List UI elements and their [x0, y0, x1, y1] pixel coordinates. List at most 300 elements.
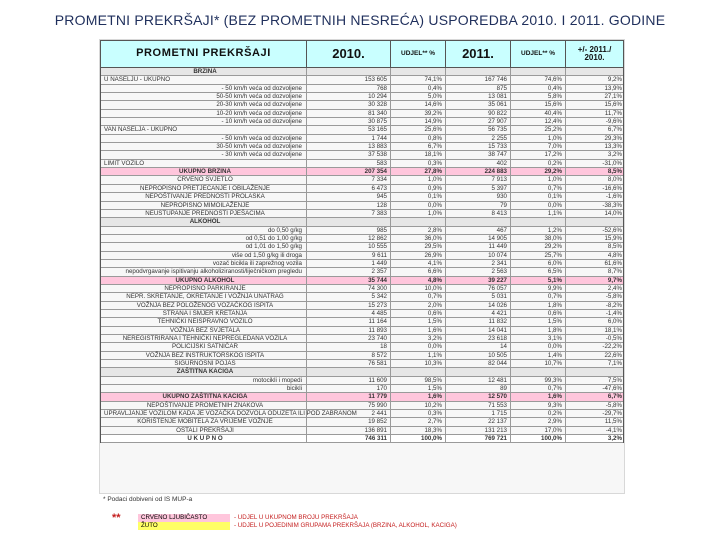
- value-2011: 39 227: [446, 277, 511, 284]
- share-2010: 10,0%: [391, 285, 446, 292]
- change-value: 27,1%: [604, 93, 622, 101]
- value-2011: 11 449: [446, 243, 511, 250]
- value-2010: 4 485: [307, 310, 391, 317]
- share-2010: 18,3%: [391, 427, 446, 434]
- share-2010: 0,3%: [391, 410, 446, 417]
- share-2011: 1,2%: [511, 227, 566, 234]
- row-label: 20-30 km/h veća od dozvoljene: [101, 101, 307, 108]
- row-label: - 50 km/h veća od dozvoljene: [101, 135, 307, 142]
- row-label: LIMIT VOZILO: [101, 160, 307, 167]
- value-2010: 11 893: [307, 327, 391, 334]
- change-value: -5,8%: [605, 293, 622, 301]
- value-2010: 945: [307, 193, 391, 200]
- table-row: [101, 143, 623, 151]
- share-2011: 0,7%: [511, 293, 566, 300]
- value-2011: 56 735: [446, 126, 511, 133]
- share-2011: 12,4%: [511, 118, 566, 125]
- change-value: 29,3%: [604, 134, 622, 142]
- row-label: UKUPNO ZAŠTITNA KACIGA: [101, 393, 307, 400]
- table-row: [101, 118, 623, 126]
- value-2010: 5 342: [307, 293, 391, 300]
- change-value: 15,9%: [604, 234, 622, 242]
- share-2011: 1,5%: [511, 318, 566, 325]
- share-2011: 5,1%: [511, 277, 566, 284]
- share-2011: 99,3%: [511, 377, 566, 384]
- change-value: -31,0%: [602, 159, 622, 167]
- table-row: [101, 418, 623, 426]
- value-2011: 224 883: [446, 168, 511, 175]
- value-2010: 2 441: [307, 410, 391, 417]
- share-2010: 0,6%: [391, 310, 446, 317]
- legend-swatch: CRVENO LJUBIČASTO: [138, 514, 230, 522]
- share-2010: 18,1%: [391, 151, 446, 158]
- change-value: [566, 368, 625, 375]
- row-label: NEPR. SKRETANJE, OKRETANJE I VOŽNJA UNATRAG: [101, 293, 307, 300]
- table-row: [101, 176, 623, 184]
- share-2011: 1,0%: [511, 135, 566, 142]
- row-label: NEPOŠTIVANJE PREDNOSTI PROLASKA: [101, 193, 307, 200]
- value-2010: 207 354: [307, 168, 391, 175]
- violations-table: [100, 40, 624, 493]
- change-value: -16,6%: [602, 184, 622, 192]
- value-2011: 930: [446, 193, 511, 200]
- table-row: [101, 268, 623, 276]
- legend-item: [138, 522, 457, 530]
- value-2011: 23 618: [446, 335, 511, 342]
- change-value: -1,6%: [605, 193, 622, 201]
- share-2010: 14,6%: [391, 101, 446, 108]
- value-2010: 11 779: [307, 393, 391, 400]
- change-value: -4,1%: [605, 426, 622, 434]
- value-2011: 14: [446, 343, 511, 350]
- share-2011: 0,6%: [511, 310, 566, 317]
- row-label: 10-20 km/h veća od dozvoljene: [101, 110, 307, 117]
- value-2011: 1 715: [446, 410, 511, 417]
- share-2010: 0,7%: [391, 293, 446, 300]
- value-2010: 1 744: [307, 135, 391, 142]
- change-value: 11,7%: [604, 109, 622, 117]
- value-2011: 7 913: [446, 176, 511, 183]
- row-label: - 50 km/h veća od dozvoljene: [101, 85, 307, 92]
- table-row: [101, 343, 623, 351]
- value-2010: 153 605: [307, 76, 391, 83]
- value-2010: [307, 368, 391, 375]
- table-row: [101, 151, 623, 159]
- footnote: * Podaci dobiveni od IS MUP-a: [103, 496, 193, 503]
- table-row: [101, 85, 623, 93]
- value-2011: 167 746: [446, 76, 511, 83]
- share-2011: 0,0%: [511, 343, 566, 350]
- value-2011: 769 721: [446, 435, 511, 442]
- table-row: [101, 393, 623, 401]
- value-2011: 71 553: [446, 402, 511, 409]
- table-row: [101, 277, 623, 285]
- change-value: 61,6%: [604, 259, 622, 267]
- value-2010: 37 538: [307, 151, 391, 158]
- row-label: VAN NASELJA - UKUPNO: [101, 126, 307, 133]
- row-label: VOŽNJA BEZ SVJETALA: [101, 327, 307, 334]
- table-row: [101, 427, 623, 435]
- change-value: -22,2%: [602, 343, 622, 351]
- row-label: NEUSTUPANJE PREDNOSTI PJEŠACIMA: [101, 210, 307, 217]
- change-value: 3,2%: [607, 435, 622, 443]
- change-value: -5,8%: [605, 401, 622, 409]
- change-value: 14,0%: [604, 209, 622, 217]
- legend-text: - UDJEL U UKUPNOM BROJU PREKRŠAJA: [234, 514, 358, 521]
- share-2010: 0,0%: [391, 202, 446, 209]
- row-label: UPRAVLJANJE VOZILOM KADA JE VOZAČKA DOZVOLA ODUZETA ILI POD ZABRANOM: [101, 410, 307, 417]
- share-2010: 0,9%: [391, 185, 446, 192]
- value-2011: 11 832: [446, 318, 511, 325]
- value-2011: 402: [446, 160, 511, 167]
- table-row: [101, 126, 623, 134]
- value-2010: 23 740: [307, 335, 391, 342]
- change-value: 18,1%: [604, 326, 622, 334]
- share-2010: 1,0%: [391, 210, 446, 217]
- share-2011: 38,0%: [511, 235, 566, 242]
- value-2010: 1 449: [307, 260, 391, 267]
- share-2010: 0,3%: [391, 160, 446, 167]
- share-2010: [391, 218, 446, 225]
- value-2010: 9 611: [307, 252, 391, 259]
- change-value: 9,7%: [607, 276, 622, 284]
- row-label: BRZINA: [101, 68, 307, 75]
- table-row: [101, 377, 623, 385]
- row-label: U NASELJU - UKUPNO: [101, 76, 307, 83]
- row-label: CRVENO SVJETLO: [101, 176, 307, 183]
- share-2011: 5,8%: [511, 93, 566, 100]
- table-row: [101, 293, 623, 301]
- value-2011: 14 041: [446, 327, 511, 334]
- share-2011: 0,0%: [511, 202, 566, 209]
- change-value: -47,6%: [602, 385, 622, 393]
- share-2011: 40,4%: [511, 110, 566, 117]
- row-label: VOŽNJA BEZ POLOŽENOG VOZAČKOG ISPITA: [101, 302, 307, 309]
- change-value: -29,7%: [602, 410, 622, 418]
- row-label: NEPOŠTIVANJE PROMETNIH ZNAKOVA: [101, 402, 307, 409]
- header-share-2010: UDJEL** %: [391, 41, 446, 67]
- value-2011: 10 505: [446, 352, 511, 359]
- row-label: UKUPNO ALKOHOL: [101, 277, 307, 284]
- row-label: NEREGISTRIRANA I TEHNIČKI NEPREGLEDANA VOZILA: [101, 335, 307, 342]
- value-2010: [307, 218, 391, 225]
- share-2010: 1,1%: [391, 352, 446, 359]
- table-row: [101, 352, 623, 360]
- row-label: od 1,01 do 1,50 g/kg: [101, 243, 307, 250]
- legend-item: [138, 514, 457, 522]
- share-2010: 100,0%: [391, 435, 446, 442]
- share-2011: 1,8%: [511, 302, 566, 309]
- share-2010: 10,2%: [391, 402, 446, 409]
- value-2010: 15 273: [307, 302, 391, 309]
- share-2011: 74,6%: [511, 76, 566, 83]
- table-row: [101, 135, 623, 143]
- row-label: do 0,50 g/kg: [101, 227, 307, 234]
- value-2011: 13 081: [446, 93, 511, 100]
- value-2011: 14 905: [446, 235, 511, 242]
- share-2010: 1,6%: [391, 327, 446, 334]
- value-2010: 19 852: [307, 418, 391, 425]
- change-value: [566, 68, 625, 75]
- table-row: [101, 318, 623, 326]
- value-2010: 8 572: [307, 352, 391, 359]
- table-header: [100, 40, 624, 68]
- legend: [138, 514, 457, 530]
- table-body: [100, 68, 624, 443]
- row-label: od 0,51 do 1,00 g/kg: [101, 235, 307, 242]
- change-value: 8,5%: [607, 168, 622, 176]
- share-2010: [391, 368, 446, 375]
- share-2010: 1,0%: [391, 176, 446, 183]
- row-label: NEPROPISNO MIMOILAŽENJE: [101, 202, 307, 209]
- share-2010: 4,8%: [391, 277, 446, 284]
- share-2010: 14,9%: [391, 118, 446, 125]
- value-2011: 22 137: [446, 418, 511, 425]
- share-2011: 0,7%: [511, 385, 566, 392]
- share-2010: 3,2%: [391, 335, 446, 342]
- share-2011: 1,8%: [511, 327, 566, 334]
- value-2010: 583: [307, 160, 391, 167]
- value-2011: 27 907: [446, 118, 511, 125]
- value-2011: 8 413: [446, 210, 511, 217]
- share-2010: [391, 68, 446, 75]
- value-2011: 76 057: [446, 285, 511, 292]
- share-2011: 17,2%: [511, 151, 566, 158]
- value-2010: 7 334: [307, 176, 391, 183]
- share-2010: 27,8%: [391, 168, 446, 175]
- share-2010: 0,4%: [391, 85, 446, 92]
- value-2010: 768: [307, 85, 391, 92]
- row-label: 50-50 km/h veća od dozvoljene: [101, 93, 307, 100]
- share-2011: 0,2%: [511, 160, 566, 167]
- value-2011: 82 044: [446, 360, 511, 367]
- value-2010: 2 357: [307, 268, 391, 275]
- share-2010: 29,5%: [391, 243, 446, 250]
- value-2010: 985: [307, 227, 391, 234]
- value-2011: 79: [446, 202, 511, 209]
- value-2011: 875: [446, 85, 511, 92]
- value-2011: 467: [446, 227, 511, 234]
- share-2010: 98,5%: [391, 377, 446, 384]
- table-row: [101, 168, 623, 176]
- share-2011: 15,6%: [511, 101, 566, 108]
- change-value: 6,7%: [607, 393, 622, 401]
- share-2011: 25,2%: [511, 126, 566, 133]
- table-row: [101, 335, 623, 343]
- value-2011: 5 031: [446, 293, 511, 300]
- row-label: NEPROPISNO PARKIRANJE: [101, 285, 307, 292]
- table-row: [101, 235, 623, 243]
- share-2011: 6,5%: [511, 268, 566, 275]
- change-value: -38,3%: [602, 201, 622, 209]
- share-2011: 1,6%: [511, 393, 566, 400]
- share-2011: 0,4%: [511, 85, 566, 92]
- value-2011: 15 733: [446, 143, 511, 150]
- value-2011: 2 341: [446, 260, 511, 267]
- header-share-2011: UDJEL** %: [511, 41, 566, 67]
- value-2010: 10 555: [307, 243, 391, 250]
- table-row: [101, 210, 623, 218]
- row-label: NEPROPISNO PRETJECANJE I OBILAŽENJE: [101, 185, 307, 192]
- change-value: -52,6%: [602, 226, 622, 234]
- table-row: [101, 110, 623, 118]
- share-2010: 2,0%: [391, 302, 446, 309]
- change-value: 8,5%: [607, 243, 622, 251]
- value-2011: 4 421: [446, 310, 511, 317]
- header-2011: 2011.: [446, 41, 511, 67]
- value-2011: 35 061: [446, 101, 511, 108]
- share-2010: 36,0%: [391, 235, 446, 242]
- change-value: 9,2%: [607, 76, 622, 84]
- change-value: 6,0%: [607, 318, 622, 326]
- value-2011: 38 747: [446, 151, 511, 158]
- share-2011: 0,7%: [511, 185, 566, 192]
- value-2010: 170: [307, 385, 391, 392]
- change-value: 2,4%: [607, 284, 622, 292]
- change-value: 7,1%: [607, 360, 622, 368]
- value-2010: 13 883: [307, 143, 391, 150]
- table-row: [101, 327, 623, 335]
- row-label: - 30 km/h veća od dozvoljene: [101, 151, 307, 158]
- value-2010: 35 744: [307, 277, 391, 284]
- row-label: više od 1,50 g/kg ili droga: [101, 252, 307, 259]
- share-2010: 4,1%: [391, 260, 446, 267]
- share-2011: 29,2%: [511, 168, 566, 175]
- value-2011: 14 026: [446, 302, 511, 309]
- value-2011: 12 481: [446, 377, 511, 384]
- share-2011: 0,1%: [511, 193, 566, 200]
- table-row: [101, 368, 623, 376]
- value-2010: 30 328: [307, 101, 391, 108]
- change-value: [566, 218, 625, 225]
- value-2010: 746 311: [307, 435, 391, 442]
- value-2010: 81 340: [307, 110, 391, 117]
- row-label: 30-50 km/h veća od dozvoljene: [101, 143, 307, 150]
- table-row: [101, 185, 623, 193]
- change-value: 15,6%: [604, 101, 622, 109]
- change-value: 8,7%: [607, 268, 622, 276]
- row-label: SIGURNOSNI POJAS: [101, 360, 307, 367]
- share-2011: 7,0%: [511, 143, 566, 150]
- value-2011: 131 213: [446, 427, 511, 434]
- row-label: - 10 km/h veća od dozvoljene: [101, 118, 307, 125]
- table-row: [101, 302, 623, 310]
- value-2010: 18: [307, 343, 391, 350]
- share-2011: 25,7%: [511, 252, 566, 259]
- change-value: 3,2%: [607, 151, 622, 159]
- change-value: -9,6%: [605, 118, 622, 126]
- value-2011: 12 570: [446, 393, 511, 400]
- change-value: 8,0%: [607, 176, 622, 184]
- table-row: [101, 243, 623, 251]
- share-2010: 39,2%: [391, 110, 446, 117]
- table-row: [101, 160, 623, 168]
- row-label: STRANA I SMJER KRETANJA: [101, 310, 307, 317]
- value-2011: 5 397: [446, 185, 511, 192]
- row-label: KORIŠTENJE MOBITELA ZA VRIJEME VOŽNJE: [101, 418, 307, 425]
- value-2010: 136 891: [307, 427, 391, 434]
- row-label: VOŽNJA BEZ INSTRUKTORSKOG ISPITA: [101, 352, 307, 359]
- row-label: ZAŠTITNA KACIGA: [101, 368, 307, 375]
- share-2010: 1,5%: [391, 318, 446, 325]
- share-2010: 5,0%: [391, 93, 446, 100]
- table-row: [101, 202, 623, 210]
- row-label: bicikli: [101, 385, 307, 392]
- table-row: [101, 310, 623, 318]
- header-2010: 2010.: [307, 41, 391, 67]
- value-2010: 6 473: [307, 185, 391, 192]
- change-value: 4,8%: [607, 251, 622, 259]
- table-row: [101, 101, 623, 109]
- share-2010: 2,7%: [391, 418, 446, 425]
- share-2011: [511, 368, 566, 375]
- value-2011: 2 563: [446, 268, 511, 275]
- value-2011: 10 074: [446, 252, 511, 259]
- change-value: -8,2%: [605, 301, 622, 309]
- legend-text: - UDJEL U POJEDINIM GRUPAMA PREKRŠAJA (BRZINA, ALKOHOL, KACIGA): [234, 522, 457, 529]
- row-label: U K U P N O: [101, 435, 307, 442]
- share-2011: 3,1%: [511, 335, 566, 342]
- value-2010: 11 164: [307, 318, 391, 325]
- share-2011: 6,0%: [511, 260, 566, 267]
- change-value: 7,5%: [607, 376, 622, 384]
- value-2011: [446, 68, 511, 75]
- share-2010: 2,8%: [391, 227, 446, 234]
- table-row: [101, 93, 623, 101]
- change-value: -0,5%: [605, 335, 622, 342]
- share-2010: 10,3%: [391, 360, 446, 367]
- table-row: [101, 252, 623, 260]
- row-label: UKUPNO BRZINA: [101, 168, 307, 175]
- value-2010: 7 383: [307, 210, 391, 217]
- table-row: [101, 260, 623, 268]
- table-row: [101, 218, 623, 226]
- share-2011: 1,0%: [511, 176, 566, 183]
- share-2010: 0,0%: [391, 343, 446, 350]
- change-value: -1,4%: [605, 309, 622, 317]
- share-2010: 1,6%: [391, 393, 446, 400]
- value-2010: [307, 68, 391, 75]
- share-2011: 10,7%: [511, 360, 566, 367]
- row-label: POLICIJSKI SATNIČAR: [101, 343, 307, 350]
- share-2010: 6,6%: [391, 268, 446, 275]
- value-2011: [446, 368, 511, 375]
- share-2011: [511, 68, 566, 75]
- value-2010: 12 862: [307, 235, 391, 242]
- share-2011: 2,9%: [511, 418, 566, 425]
- share-2011: 1,1%: [511, 210, 566, 217]
- value-2011: [446, 218, 511, 225]
- change-value: 13,3%: [604, 143, 622, 151]
- share-2011: [511, 218, 566, 225]
- share-2010: 26,9%: [391, 252, 446, 259]
- share-2010: 0,1%: [391, 193, 446, 200]
- value-2010: 11 609: [307, 377, 391, 384]
- table-row: [101, 402, 623, 410]
- value-2010: 75 990: [307, 402, 391, 409]
- table-row: [101, 193, 623, 201]
- table-row: [101, 435, 623, 443]
- share-2010: 1,5%: [391, 385, 446, 392]
- value-2010: 74 300: [307, 285, 391, 292]
- change-value: 11,5%: [604, 418, 622, 426]
- share-2011: 9,3%: [511, 402, 566, 409]
- share-2010: 25,6%: [391, 126, 446, 133]
- header-change: +/- 2011./ 2010.: [577, 44, 612, 62]
- row-label: nepodvrgavanje ispitivanju alkoholiziranosti/liječničkom pregledu: [101, 268, 307, 275]
- change-value: 22,6%: [604, 351, 622, 359]
- value-2011: 90 822: [446, 110, 511, 117]
